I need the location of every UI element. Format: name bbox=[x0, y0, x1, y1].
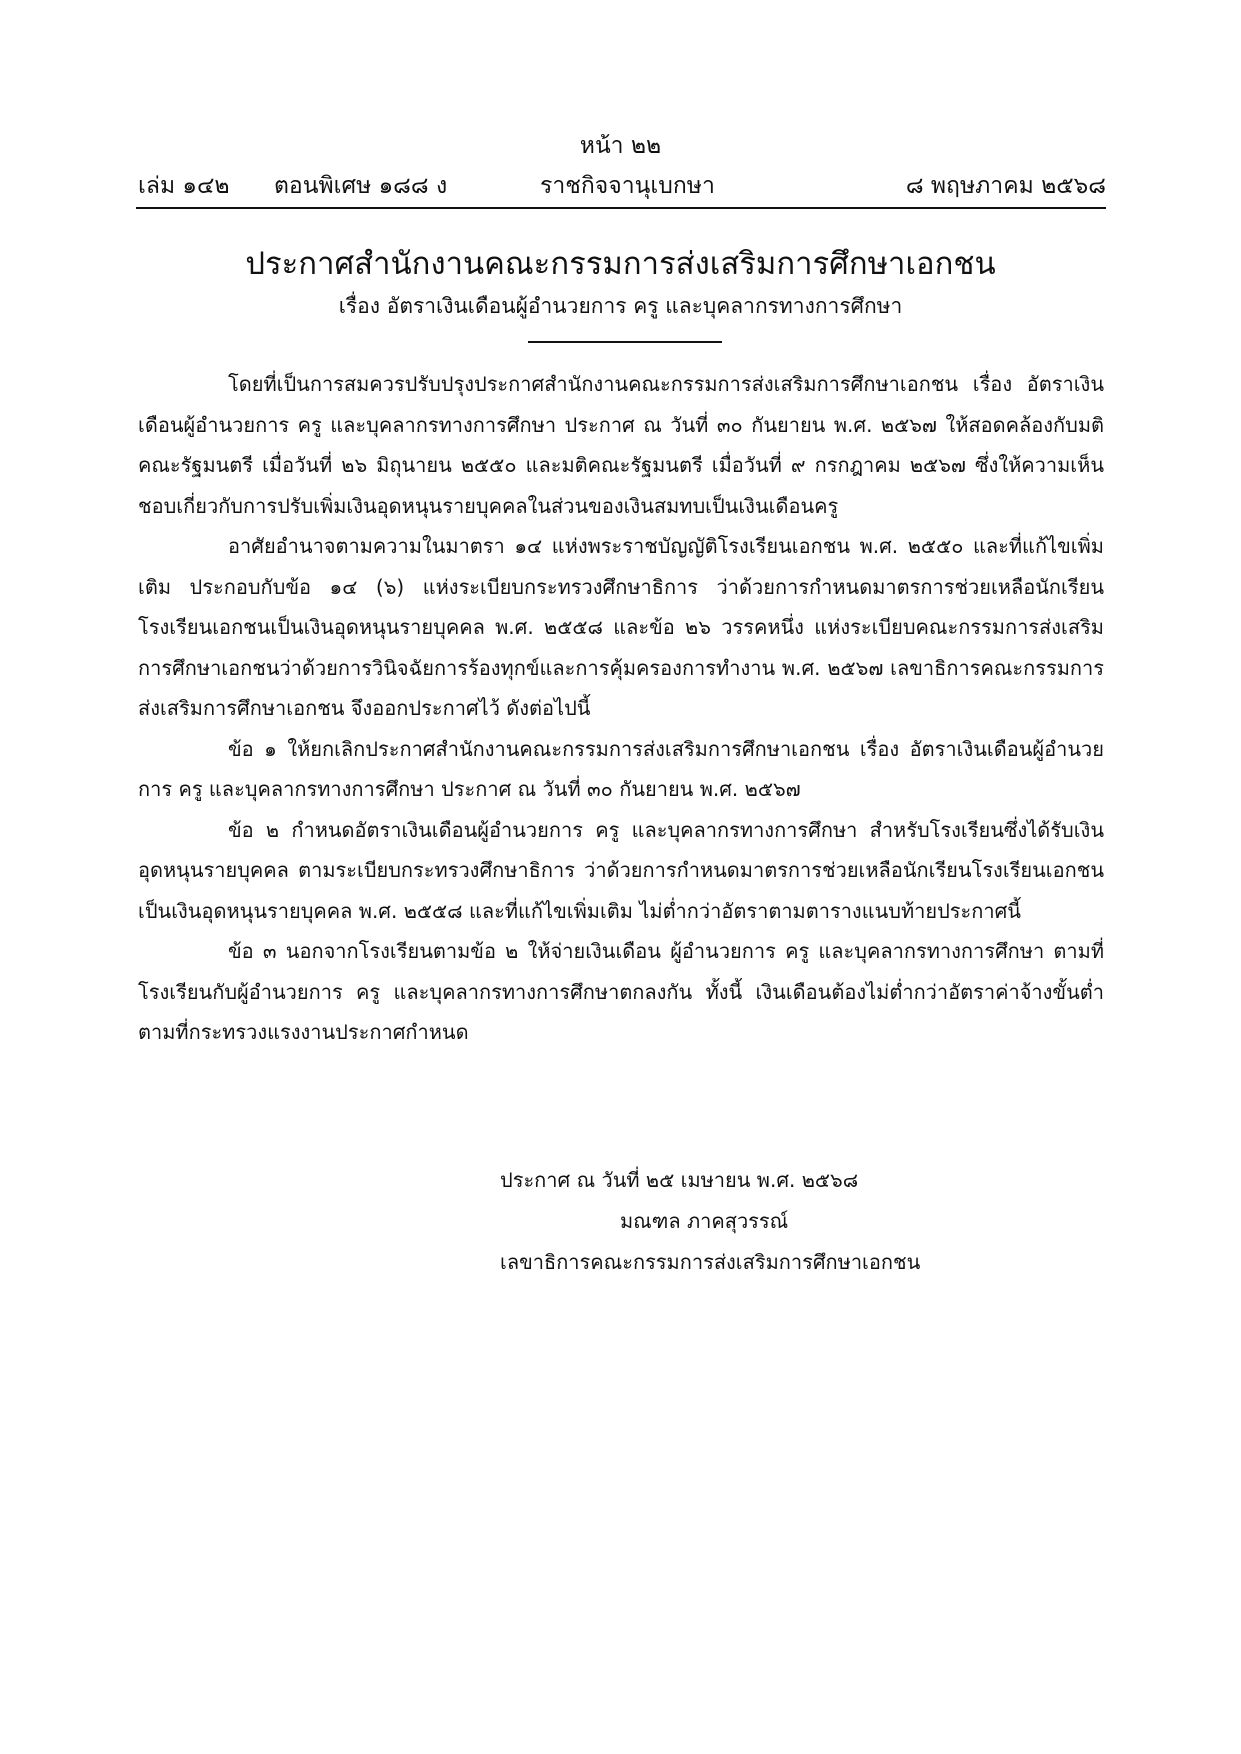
announcement-subject: เรื่อง อัตราเงินเดือนผู้อำนวยการ ครู และบุคลากรทางการศึกษา bbox=[338, 294, 903, 318]
signatory-name: มณฑล ภาคสุวรรณ์ bbox=[620, 1209, 789, 1233]
header-divider bbox=[136, 207, 1106, 209]
clause-3-paragraph: ข้อ ๓ นอกจากโรงเรียนตามข้อ ๒ ให้จ่ายเงินเดือน ผู้อำนวยการ ครู และบุคลากรทางการศึกษา ตามที่โรงเรียนกับผู้อำนวยการ ครู และบุคลากรทางการศึกษาตกลงกัน ทั้งนี้ เงินเดือนต้องไม่ต่ำกว่าอัตราค่าจ้างขั้นต่ำตามที่กระทรวงแรงงานประกาศกำหนด bbox=[138, 939, 1104, 1044]
clause-2-paragraph: ข้อ ๒ กำหนดอัตราเงินเดือนผู้อำนวยการ ครู และบุคลากรทางการศึกษา สำหรับโรงเรียนซึ่งได้รับเงินอุดหนุนรายบุคคล ตามระเบียบกระทรวงศึกษาธิการ ว่าด้วยการกำหนดมาตรการช่วยเหลือนักเรียนโรงเรียนเอกชนเป็นเงินอุดหนุนรายบุคคล พ.ศ. ๒๕๕๘ และที่แก้ไขเพิ่มเติม ไม่ต่ำกว่าอัตราตามตารางแนบท้ายประกาศนี้ bbox=[138, 817, 1104, 923]
announcement-title: ประกาศสำนักงานคณะกรรมการส่งเสริมการศึกษาเอกชน bbox=[245, 246, 996, 282]
announcement-body bbox=[138, 364, 1104, 1053]
signature-block bbox=[480, 1160, 1000, 1283]
title-divider bbox=[528, 341, 722, 343]
authority-paragraph: อาศัยอำนาจตามความในมาตรา ๑๔ แห่งพระราชบัญญัติโรงเรียนเอกชน พ.ศ. ๒๕๕๐ และที่แก้ไขเพิ่มเติม ประกอบกับข้อ ๑๔ (๖) แห่งระเบียบกระทรวงศึกษาธิการ ว่าด้วยการกำหนดมาตรการช่วยเหลือนักเรียนโรงเรียนเอกชนเป็นเงินอุดหนุนรายบุคคล พ.ศ. ๒๕๕๘ และข้อ ๒๖ วรรคหนึ่ง แห่งระเบียบคณะกรรมการส่งเสริมการศึกษาเอกชนว่าด้วยการวินิจฉัยการร้องทุกข์และการคุ้มครองการทำงาน พ.ศ. ๒๕๖๗ เลขาธิการคณะกรรมการส่งเสริมการศึกษาเอกชน จึงออกประกาศไว้ ดังต่อไปนี้ bbox=[138, 534, 1104, 720]
signature-date: ประกาศ ณ วันที่ ๒๕ เมษายน พ.ศ. ๒๕๖๘ bbox=[500, 1168, 859, 1192]
gazette-name: ราชกิจจานุเบกษา bbox=[540, 173, 715, 199]
volume-number: เล่ม ๑๔๒ bbox=[138, 173, 230, 199]
clause-1-paragraph: ข้อ ๑ ให้ยกเลิกประกาศสำนักงานคณะกรรมการส่งเสริมการศึกษาเอกชน เรื่อง อัตราเงินเดือนผู้อำนวยการ ครู และบุคลากรทางการศึกษา ประกาศ ณ วันที่ ๓๐ กันยายน พ.ศ. ๒๕๖๗ bbox=[138, 736, 1104, 801]
signatory-position: เลขาธิการคณะกรรมการส่งเสริมการศึกษาเอกชน bbox=[500, 1250, 921, 1274]
page-number: หน้า ๒๒ bbox=[579, 133, 662, 159]
publication-date: ๘ พฤษภาคม ๒๕๖๘ bbox=[905, 173, 1106, 199]
preamble-paragraph: โดยที่เป็นการสมควรปรับปรุงประกาศสำนักงานคณะกรรมการส่งเสริมการศึกษาเอกชน เรื่อง อัตราเงินเดือนผู้อำนวยการ ครู และบุคลากรทางการศึกษา ประกาศ ณ วันที่ ๓๐ กันยายน พ.ศ. ๒๕๖๗ ให้สอดคล้องกับมติคณะรัฐมนตรี เมื่อวันที่ ๒๖ มิถุนายน ๒๕๕๐ และมติคณะรัฐมนตรี เมื่อวันที่ ๙ กรกฎาคม ๒๕๖๗ ซึ่งให้ความเห็นชอบเกี่ยวกับการปรับเพิ่มเงินอุดหนุนรายบุคคลในส่วนของเงินสมทบเป็นเงินเดือนครู bbox=[138, 372, 1104, 518]
section-number: ตอนพิเศษ ๑๘๘ ง bbox=[274, 173, 448, 199]
gazette-header bbox=[138, 168, 1106, 204]
